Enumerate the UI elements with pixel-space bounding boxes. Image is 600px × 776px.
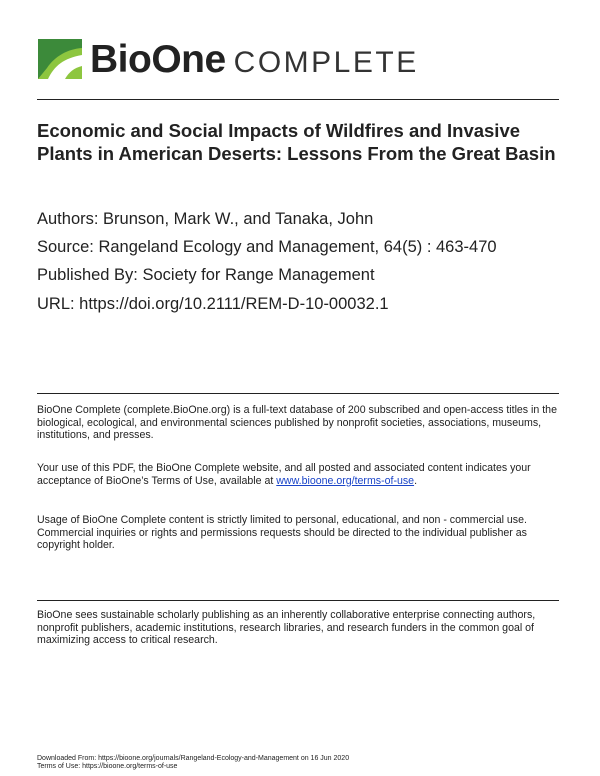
logo-bioone-text: BioOne — [90, 37, 226, 81]
article-url: URL: https://doi.org/10.2111/REM-D-10-00032.1 — [37, 295, 389, 313]
mission-statement: BioOne sees sustainable scholarly publishing as an inherently collaborative enterprise connecting authors, nonprofit publishers, academic institutions, research libraries, and research funders in the common goal of maximizing access to critical research. — [37, 609, 536, 646]
article-source: Source: Rangeland Ecology and Management, 64(5) : 463-470 — [37, 238, 497, 256]
about-notice: BioOne Complete (complete.BioOne.org) is a full-text database of 200 subscribed and open-access titles in the biological, ecological, and environmental sciences published by nonprofit societies, associations, museums, institutions, and presses. — [37, 404, 557, 441]
article-publisher: Published By: Society for Range Management — [37, 266, 375, 284]
usage-notice: Usage of BioOne Complete content is strictly limited to personal, educational, and non - commercial use. Commercial inquiries or rights and permissions requests should be directed to the individual publisher as copyright holder. — [37, 514, 527, 551]
bioone-complete-logo — [38, 38, 419, 80]
header-divider — [37, 99, 559, 100]
terms-notice — [37, 462, 559, 487]
article-authors: Authors: Brunson, Mark W., and Tanaka, John — [37, 210, 374, 228]
article-title: Economic and Social Impacts of Wildfires and Invasive Plants in American Deserts: Lessons From the Great Basin — [37, 120, 556, 164]
logo-wordmark — [90, 37, 419, 81]
download-footer: Downloaded From: https://bioone.org/journals/Rangeland-Ecology-and-Management on 16 Jun 2020 — [37, 755, 350, 762]
mission-divider — [37, 600, 559, 601]
bioone-leaf-logo-icon — [38, 39, 82, 79]
terms-footer: Terms of Use: https://bioone.org/terms-of-use — [37, 763, 178, 770]
info-divider — [37, 393, 559, 394]
terms-notice-text: Your use of this PDF, the BioOne Complete website, and all posted and associated content indicates your acceptance of BioOne’s Terms of Use, available at — [37, 462, 531, 487]
terms-notice-end: . — [414, 474, 418, 487]
terms-of-use-link[interactable]: www.bioone.org/terms-of-use — [276, 474, 415, 487]
logo-complete-text: COMPLETE — [233, 45, 419, 79]
